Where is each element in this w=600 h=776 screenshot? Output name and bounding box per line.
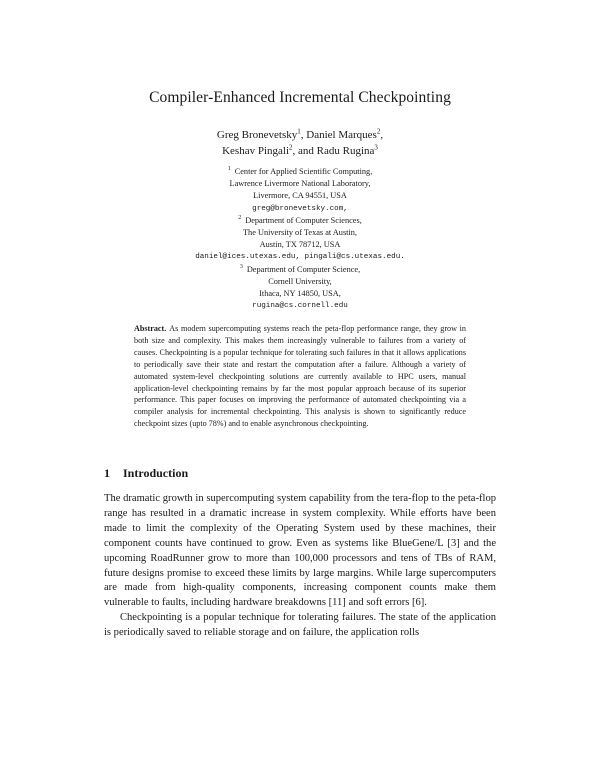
affiliation-number: 2 bbox=[238, 215, 242, 222]
author-name: Greg Bronevetsky bbox=[216, 129, 298, 141]
body-text bbox=[104, 492, 496, 641]
abstract bbox=[134, 323, 466, 430]
affiliation-marker: 3 bbox=[374, 143, 378, 152]
author-line-1 bbox=[0, 127, 600, 143]
section-title: Introduction bbox=[123, 466, 189, 480]
abstract-label: Abstract. bbox=[134, 324, 167, 333]
paper-title: Compiler-Enhanced Incremental Checkpointing bbox=[149, 89, 451, 106]
author-email: greg@bronevetsky.com, bbox=[252, 204, 348, 213]
affiliation-marker: 1 bbox=[297, 127, 301, 136]
author-separator: , bbox=[300, 129, 307, 141]
section-number: 1 bbox=[104, 466, 110, 480]
section-heading bbox=[104, 466, 188, 481]
author-name: Keshav Pingali bbox=[222, 145, 290, 157]
affiliation-number: 3 bbox=[239, 263, 243, 270]
author-separator: , bbox=[380, 129, 384, 141]
paragraph: The dramatic growth in supercomputing system capability from the tera-flop to the peta-flop range has resulted in a dramatic increase in system complexity. While efforts have been made to limit the complexity of the Operating System used by these machines, their component counts have continued to grow. Even as systems like BlueGene/L [3] and the upcoming RoadRunner grow to more than 100,000 processors and tens of TBs of RAM, future designs promise to exceed these limits by large margins. While large supercomputers are made from high-quality components, increasing component counts make them vulnerable to faults, including hardware breakdowns [11] and soft errors [6]. bbox=[104, 493, 496, 609]
affiliation-marker: 2 bbox=[376, 127, 381, 136]
affiliation-line: Ithaca, NY 14850, USA, bbox=[259, 289, 341, 299]
affiliation-marker: 2 bbox=[289, 143, 293, 152]
affiliation-line: $^1$ Center for Applied Scientific Computing, bbox=[227, 166, 373, 176]
affiliation-line: $^3$ Department of Computer Science, bbox=[239, 263, 361, 274]
affiliation-line: Austin, TX 78712, USA bbox=[259, 240, 341, 250]
affiliation-line: Livermore, CA 94551, USA bbox=[253, 191, 347, 201]
author-email: daniel@ices.utexas.edu, pingali@cs.utexas.edu. bbox=[195, 253, 405, 262]
author-name: Radu Rugina bbox=[316, 145, 375, 157]
affiliation-line: Lawrence Livermore National Laboratory, bbox=[229, 179, 371, 189]
paragraph: Checkpointing is a popular technique for tolerating failures. The state of the application is periodically saved to reliable storage and on failure, the application rolls bbox=[104, 612, 496, 639]
affiliations bbox=[0, 166, 600, 312]
affiliation-2 bbox=[0, 215, 600, 264]
author-line-2 bbox=[0, 143, 600, 159]
author-name: Daniel Marques bbox=[306, 129, 377, 141]
author-email: rugina@cs.cornell.edu bbox=[252, 302, 348, 311]
affiliation-line: Cornell University, bbox=[268, 276, 332, 286]
affiliation-number: 1 bbox=[227, 166, 231, 173]
author-separator: , and bbox=[292, 145, 317, 157]
affiliation-3 bbox=[0, 264, 600, 313]
author-list bbox=[0, 127, 600, 159]
affiliation-1 bbox=[0, 166, 600, 215]
affiliation-line: The University of Texas at Austin, bbox=[242, 228, 358, 238]
abstract-text: As modern supercomputing systems reach the peta-flop performance range, they grow in both size and complexity. This makes them increasingly vulnerable to failures from a variety of causes. Checkpointing is a popular technique for tolerating such failures in that it allows applications to periodically save their state and restart the computation after a failure. Although a variety of automated system-level checkpointing solutions are currently available to HPC users, manual application-level checkpointing remains by far the most popular approach because of its superior performance. This paper focuses on improving the performance of automated checkpointing via a compiler analysis for incremental checkpointing. This analysis is shown to significantly reduce checkpoint sizes (upto 78%) and to enable asynchronous checkpointing. bbox=[134, 324, 466, 429]
affiliation-line: $^2$ Department of Computer Sciences, bbox=[238, 215, 362, 225]
